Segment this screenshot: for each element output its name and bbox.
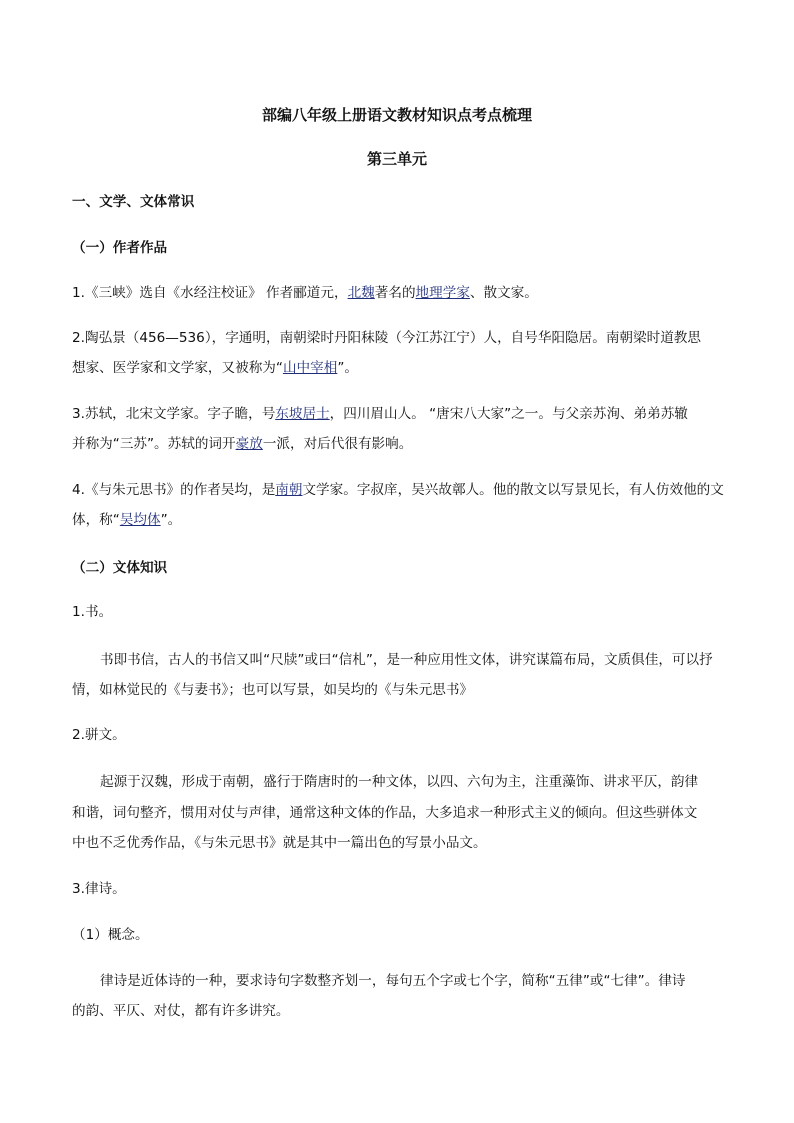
pianwen-heading: 2.骈文。 — [72, 727, 126, 743]
link-dongpo-jushi[interactable]: 东坡居士 — [275, 406, 330, 422]
item-4-line-2: 体，称“吴均体”。 — [72, 512, 182, 528]
doc-title: 部编八年级上册语文教材知识点考点梳理 — [261, 106, 532, 124]
item-1: 1.《三峡》选自《水经注校证》 作者郦道元，北魏著名的地理学家、散文家。 — [72, 285, 538, 301]
pianwen-para-line-1: 起源于汉魏，形成于南朝，盛行于隋唐时的一种文体，以四、六句为主，注重藻饰、讲求平仄，韵律 — [100, 774, 699, 790]
item-4-line-1: 4.《与朱元思书》的作者吴均，是南朝文学家。字叔庠，吴兴故鄣人。他的散文以写景见长，有人仿效他的文 — [72, 482, 724, 498]
unit-title: 第三单元 — [366, 150, 427, 168]
link-wujun-ti[interactable]: 吴均体 — [119, 512, 161, 528]
link-nanchao[interactable]: 南朝 — [275, 482, 303, 498]
item-2-line-2: 想家、医学家和文学家，又被称为“山中宰相”。 — [72, 360, 358, 376]
link-geographer[interactable]: 地理学家 — [415, 285, 470, 301]
section-heading-1: 一、文学、文体常识 — [72, 194, 195, 210]
lvshi-para-line-1: 律诗是近体诗的一种，要求诗句字数整齐划一，每句五个字或七个字，简称“五律”或“七律”。律诗 — [100, 973, 686, 989]
item-2-line-1: 2.陶弘景（456—536），字通明，南朝梁时丹阳秣陵（今江苏江宁）人，自号华阳隐居。南朝梁时道教思 — [72, 330, 701, 346]
link-shanzhong-zaixiang[interactable]: 山中宰相 — [282, 360, 338, 376]
pianwen-para-line-3: 中也不乏优秀作品，《与朱元思书》就是其中一篇出色的写景小品文。 — [72, 835, 487, 851]
lvshi-para-line-2: 的韵、平仄、对仗，都有许多讲究。 — [72, 1003, 290, 1019]
shu-para-line-2: 情，如林觉民的《与妻书》；也可以写景，如吴均的《与朱元思书》 — [72, 682, 474, 698]
subsection-heading-authors: （一）作者作品 — [72, 240, 168, 256]
pianwen-para-line-2: 和谐，词句整齐，惯用对仗与声律，通常这种文体的作品，大多追求一种形式主义的倾向。但这些骈体文 — [72, 805, 698, 821]
link-haofang[interactable]: 豪放 — [235, 436, 263, 452]
subsection-heading-genre: （二）文体知识 — [72, 560, 168, 576]
shu-heading: 1.书。 — [72, 604, 113, 620]
shu-para-line-1: 书即书信，古人的书信又叫“尺牍”或曰“信札”，是一种应用性文体，讲究谋篇布局，文质俱佳，可以抒 — [100, 652, 713, 668]
item-3-line-2: 并称为“三苏”。苏轼的词开豪放一派，对后代很有影响。 — [72, 436, 413, 452]
lvshi-heading: 3.律诗。 — [72, 881, 126, 897]
item-3-line-1: 3.苏轼，北宋文学家。字子瞻，号东坡居士，四川眉山人。 “唐宋八大家”之一。与父亲苏洵、弟弟苏辙 — [72, 406, 688, 422]
link-beiwei[interactable]: 北魏 — [347, 285, 375, 301]
lvshi-sub-heading: （1）概念。 — [72, 927, 149, 943]
